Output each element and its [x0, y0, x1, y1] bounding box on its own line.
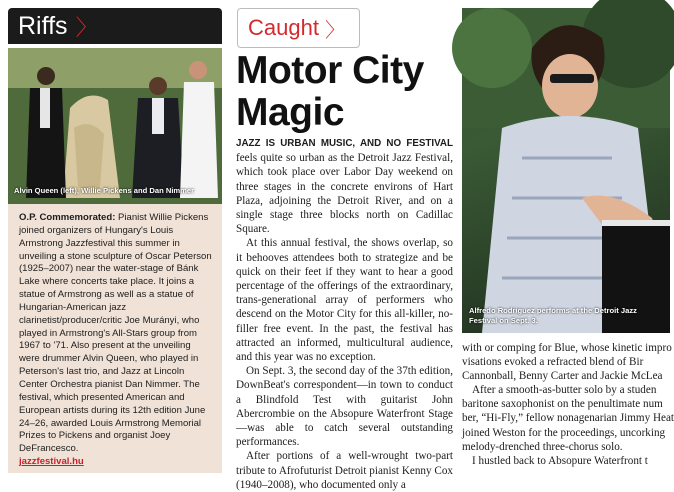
column3-line: joined Weston for the proceedings, uncorking [462, 426, 666, 439]
riffs-photo-illustration [8, 48, 222, 203]
festival-photo [462, 8, 670, 333]
article-paragraph: After portions of a well-wrought two-part tribute to Afrofuturist Detroit pianist Kenny Cox (1940–2008), who documented only a [236, 450, 453, 491]
caught-article-body [236, 136, 453, 491]
festival-link[interactable]: jazzfestival.hu [19, 456, 84, 468]
article-lead-caps: JAZZ IS URBAN MUSIC, AND NO FESTIVAL [236, 138, 453, 149]
festival-photo-illustration [462, 8, 670, 333]
article-paragraph [236, 136, 453, 236]
festival-photo-caption: Alfredo Rodriguez performs at the Detroit Jazz Festival on Sept. 3. [469, 306, 637, 325]
column3-line: After a smooth-as-butter solo by a studen [472, 384, 657, 397]
column3-article-text [462, 341, 674, 473]
article-headline: Motor City Magic [236, 49, 424, 134]
chevron-right-icon: 〉 [324, 19, 345, 42]
article-paragraph: At this annual festival, the shows overlap, so it behooves attendees both to strategize and be quick on their feet if they want to hear a good percentage of the offerings of the extraordinary, trans-generational array of performers who descend on the Motor City for this all-killer, no-filler free event. In the past, the festival has attracted an informed, multicultural audience, and this year was no exception. [236, 237, 453, 364]
riffs-photo [8, 48, 222, 203]
caught-section-tag [237, 8, 360, 48]
article-text: feels quite so urban as the Detroit Jazz Festival, which took place over Labor Day weekend on three stages in the concrete environs of Hart Plaza, adjoining the Detroit River, and on a single stage three blocks north on Cadillac Square. [236, 152, 453, 236]
riffs-body-text: Pianist Willie Pickens joined organizers of Hungary's Louis Armstrong Jazzfestival this summer in unveiling a stone sculpture of Oscar Peterson (1925–2007) near the water-stage of Bánk Lake where concerts take place. It joins a statue of Armstrong as well as a statue of Hungarian-American jazz clarinetist/producer/critic Joe Murányi, who played in Armstrong's All-Stars group from 1967 to '71. Also present at the unveiling were drummer Alvin Queen, who played in Peterson's last trio, and Jazz at Lincoln Center Orchestra pianist Dan Nimmer. The festival, which presented American and European artists during its 12th edition June 24–26, awarded Louis Armstrong Memorial Prizes to Pickens and organist Joey DeFrancesco. [19, 212, 212, 455]
column3-line: with or comping for Blue, whose kinetic impro [462, 342, 672, 354]
column3-line: ber, “Hi-Fly,” fellow nonagenarian Jimmy Heat [462, 412, 674, 425]
article-paragraph: On Sept. 3, the second day of the 37th edition, DownBeat's correspondent—in town to conduct a Blindfold Test with guitarist John Abercrombie on the Absopure Waterfront Stage—was able to catch several outstanding performances. [236, 365, 453, 449]
column3-line: I hustled back to Absopure Waterfront t [472, 454, 648, 467]
caught-label: Caught [248, 15, 319, 40]
column3-line: melody-drenched three-chorus solo. [462, 440, 623, 453]
column3-line: baritone saxophonist on the penultimate num [462, 398, 663, 411]
riffs-lead: O.P. Commemorated: [19, 212, 116, 223]
chevron-right-icon: 〉 [75, 14, 98, 40]
riffs-title: Riffs [18, 11, 68, 40]
riffs-photo-caption: Alvin Queen (left), Willie Pickens and Dan Nimmer [14, 186, 195, 195]
riffs-article [8, 204, 222, 473]
column3-line: Cannonball, Benny Carter and Jackie McLea [462, 370, 663, 383]
riffs-section-header [8, 8, 222, 44]
column3-line: visations evoked a refracted blend of Bir [462, 356, 644, 369]
